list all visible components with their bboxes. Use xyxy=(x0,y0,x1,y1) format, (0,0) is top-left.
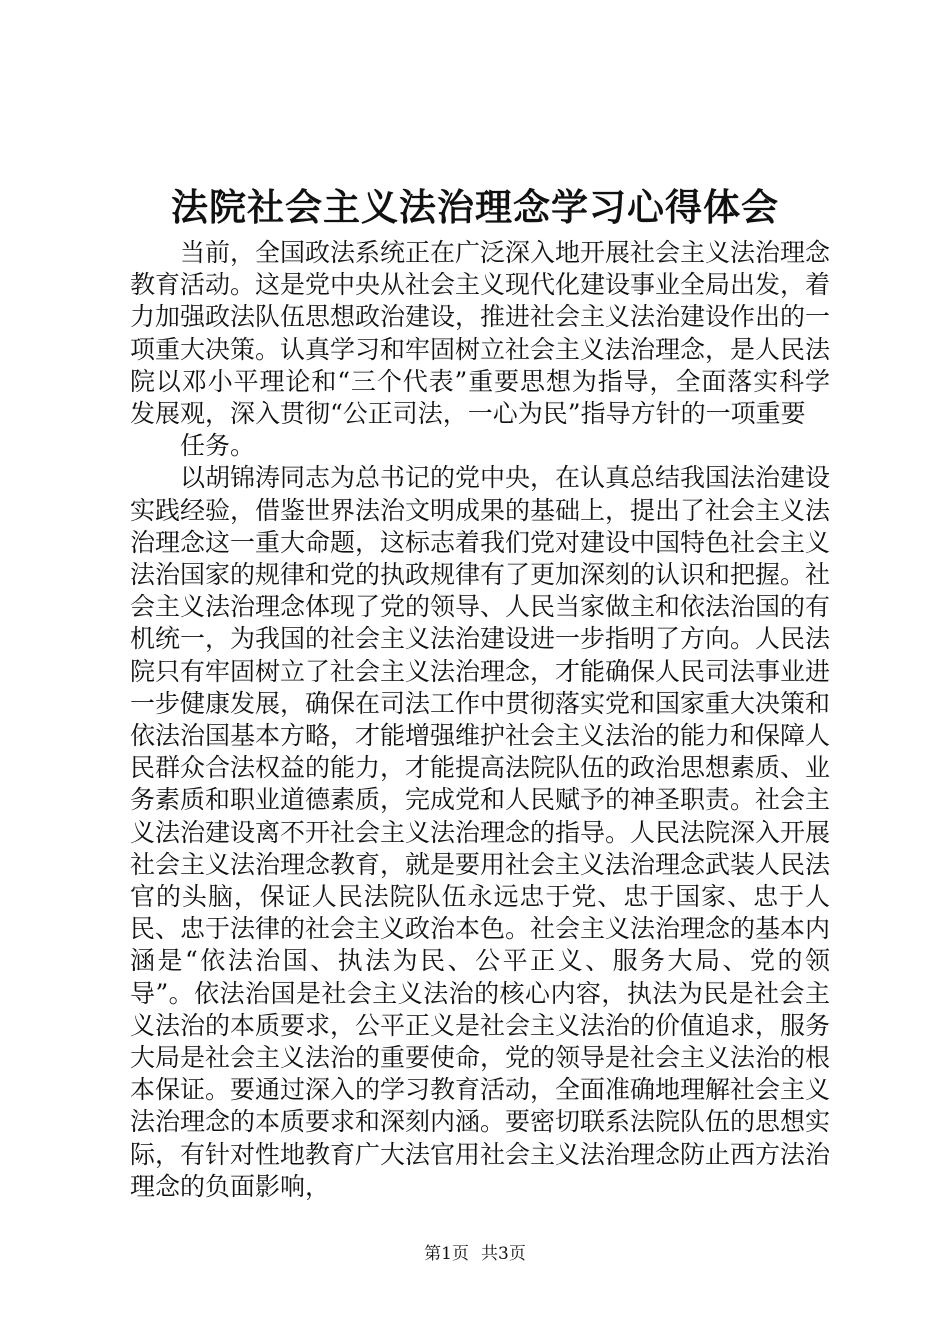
page-total: 共3页 xyxy=(481,1244,526,1264)
paragraph: 任务。 xyxy=(180,431,256,461)
paragraph: 以胡锦涛同志为总书记的党中央，在认真总结我国法治建设实践经验，借鉴世界法治文明成果的基础上，提出了社会主义法治理念这一重大命题，这标志着我们党对建设中国特色社会主义法治国家的规律和党的执政规律有了更加深刻的认识和把握。社会主义法治理念体现了党的领导、人民当家做主和依法治国的有机统一，为我国的社会主义法治建设进一步指明了方向。人民法院只有牢固树立了社会主义法治理念，才能确保人民司法事业进一步健康发展，确保在司法工作中贯彻落实党和国家重大决策和依法治国基本方略，才能增强维护社会主义法治的能力和保障人民群众合法权益的能力，才能提高法院队伍的政治思想素质、业务素质和职业道德素质，完成党和人民赋予的神圣职责。社会主义法治建设离不开社会主义法治理念的指导。人民法院深入开展社会主义法治理念教育，就是要用社会主义法治理念武装人民法官的头脑，保证人民法院队伍永远忠于党、忠于国家、忠于人民、忠于法律的社会主义政治本色。社会主义法治理念的基本内涵是“依法治国、执法为民、公平正义、服务大局、党的领导”。依法治国是社会主义法治的核心内容，执法为民是社会主义法治的本质要求，公平正义是社会主义法治的价值追求，服务大局是社会主义法治的重要使命，党的领导是社会主义法治的根本保证。要通过深入的学习教育活动，全面准确地理解社会主义法治理念的本质要求和深刻内涵。要密切联系法院队伍的思想实际，有针对性地教育广大法官用社会主义法治理念防止西方法治理念的负面影响， xyxy=(130,463,831,1201)
page-footer xyxy=(0,1242,950,1266)
page-number: 第1页 xyxy=(424,1244,469,1264)
document-body xyxy=(130,237,830,1203)
paragraph: 当前，全国政法系统正在广泛深入地开展社会主义法治理念教育活动。这是党中央从社会主义现代化建设事业全局出发，着力加强政法队伍思想政治建设，推进社会主义法治建设作出的一项重大决策。认真学习和牢固树立社会主义法治理念，是人民法院以邓小平理论和“三个代表”重要思想为指导，全面落实科学发展观，深入贯彻“公正司法，一心为民”指导方针的一项重要 xyxy=(130,238,831,429)
document-title: 法院社会主义法治理念学习心得体会 xyxy=(171,185,779,229)
